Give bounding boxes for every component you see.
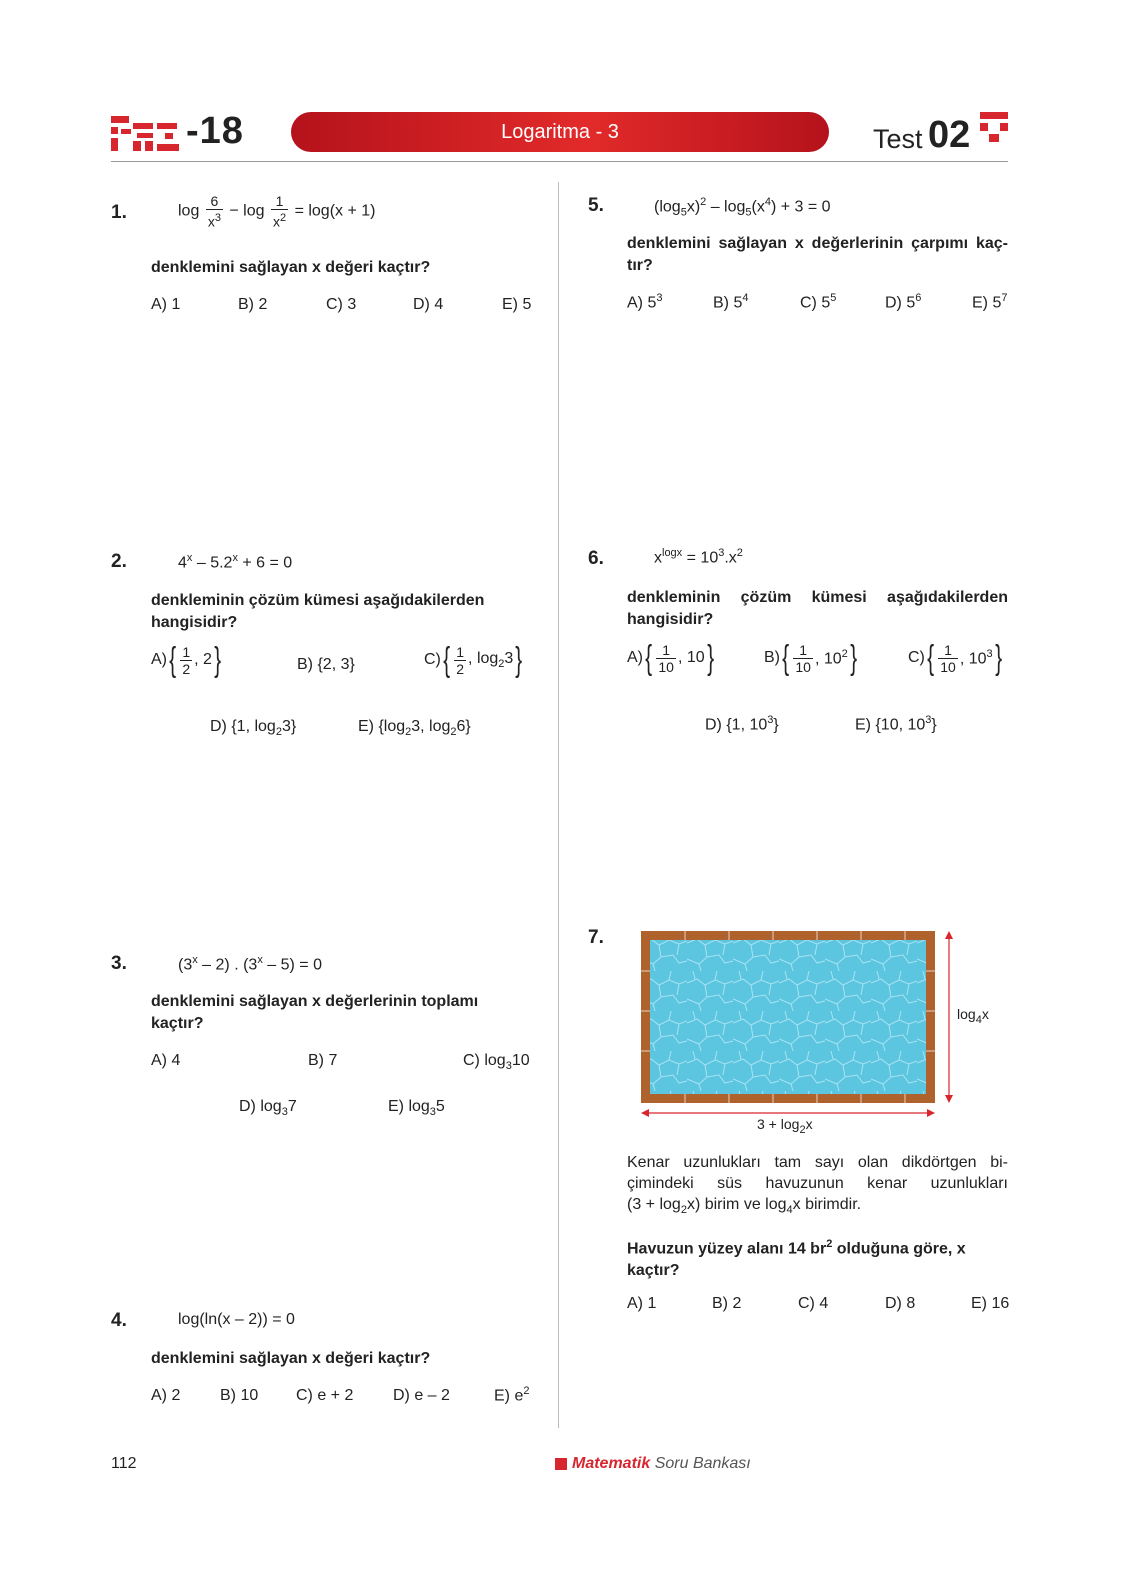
question-7-number: 7. — [588, 927, 604, 948]
faz-number: -18 — [186, 110, 244, 152]
question-5-number: 5. — [588, 195, 604, 216]
question-4-option-d[interactable]: D) e – 2 — [393, 1387, 450, 1404]
question-3-option-c[interactable]: C) $\log_310$ — [463, 1052, 530, 1073]
question-6-option-c[interactable]: C){ $\frac{1}{10}$ , $10^3$} — [908, 639, 1002, 677]
question-1-number: 1. — [111, 202, 127, 223]
question-4-option-b[interactable]: B) 10 — [220, 1387, 259, 1404]
question-6-option-d[interactable]: D) {1, $10^3$} — [705, 714, 779, 734]
question-1-option-c[interactable]: C) 3 — [326, 296, 357, 313]
question-7-option-c[interactable]: C) 4 — [798, 1295, 829, 1312]
height-arrow — [943, 931, 955, 1103]
question-3-option-b[interactable]: B) 7 — [308, 1052, 338, 1069]
question-4-stem: denklemini sağlayan x değeri kaçtır? — [151, 1350, 431, 1367]
question-3-option-d[interactable]: D) $\log_37$ — [239, 1098, 297, 1119]
question-1-equation: log $\frac{6}{x^3}$ − log $\frac{1}{x^2}$ = log(x + 1) — [178, 193, 376, 230]
question-5-option-d[interactable]: D) $5^6$ — [885, 292, 922, 312]
question-6-option-b[interactable]: B){ $\frac{1}{10}$ , $10^2$} — [764, 639, 857, 677]
question-3-number: 3. — [111, 953, 127, 974]
question-2-option-e[interactable]: E) {$\log_23$, $\log_26$} — [358, 718, 471, 739]
question-6-number: 6. — [588, 548, 604, 569]
question-2-option-b[interactable]: B) {2, 3} — [297, 656, 355, 673]
question-5-option-e[interactable]: E) $5^7$ — [972, 292, 1008, 312]
question-2-option-a[interactable]: A){ $\frac{1}{2}$ , 2} — [151, 641, 222, 679]
book-title: Matematik Soru Bankası — [572, 1455, 751, 1472]
question-3-stem: denklemini sağlayan x değerlerinin toplamı kaçtır? — [151, 993, 479, 1032]
question-7-option-d[interactable]: D) 8 — [885, 1295, 916, 1312]
question-1-option-a[interactable]: A) 1 — [151, 296, 181, 313]
question-2-option-c[interactable]: C){ $\frac{1}{2}$ , $\log_23$} — [424, 641, 523, 679]
page-number: 112 — [111, 1455, 137, 1472]
question-2-option-d[interactable]: D) {1, $\log_23$} — [210, 718, 297, 739]
question-5-equation: $(\log_5x)^2 - \log_5(x^4) + 3 = 0$ — [654, 196, 831, 219]
brand-mark-icon — [980, 112, 1008, 152]
question-3-equation: (3$^x$ – 2) . (3$^x$ – 5) = 0 — [178, 954, 322, 974]
pool-width-label: $3 + \log_2x$ — [757, 1116, 813, 1136]
question-5-stem: denklemini sağlayan x değerlerinin çarpımı kaç-tır? — [627, 235, 1008, 274]
question-3-option-e[interactable]: E) $\log_35$ — [388, 1098, 445, 1119]
question-4-option-e[interactable]: E) $e^2$ — [494, 1385, 530, 1405]
question-7-option-b[interactable]: B) 2 — [712, 1295, 742, 1312]
column-divider — [558, 182, 559, 1428]
question-1-option-e[interactable]: E) 5 — [502, 296, 532, 313]
question-5-option-c[interactable]: C) $5^5$ — [800, 292, 837, 312]
pool-height-label: $\log_4x$ — [957, 1006, 989, 1026]
question-4-option-a[interactable]: A) 2 — [151, 1387, 181, 1404]
header-rule — [111, 161, 1008, 162]
pool-diagram — [641, 931, 935, 1103]
question-2-equation: $4^x - 5.2^x + 6 = 0$ — [178, 552, 293, 572]
question-7-option-e[interactable]: E) 16 — [971, 1295, 1010, 1312]
question-7-text-line-3: $(3 + \log_2x)$ birim ve $\log_4x$ birimdir. — [627, 1196, 862, 1217]
question-6-stem: denkleminin çözüm kümesi aşağıdakilerden hangisidir? — [627, 589, 1008, 628]
question-4-number: 4. — [111, 1310, 127, 1331]
question-4-equation: log(ln(x – 2)) = 0 — [178, 1311, 295, 1328]
question-1-option-d[interactable]: D) 4 — [413, 296, 444, 313]
question-7-stem: Havuzun yüzey alanı 14 $br^2$ olduğuna göre, x kaçtır? — [627, 1238, 966, 1280]
question-1-stem: denklemini sağlayan x değeri kaçtır? — [151, 259, 431, 276]
test-label: Test — [873, 124, 923, 154]
question-6-option-e[interactable]: E) {10, $10^3$} — [855, 714, 937, 734]
footer-square-icon — [555, 1458, 567, 1470]
question-7-text-line-2: çimindeki süs havuzunun kenar uzunlukları — [627, 1175, 1008, 1192]
question-7-option-a[interactable]: A) 1 — [627, 1295, 657, 1312]
question-6-equation: $x^{logx} = 10^3.x^2$ — [654, 547, 743, 567]
test-number: 02 — [928, 114, 971, 156]
question-7-text-line-1: Kenar uzunlukları tam sayı olan dikdörtgen bi- — [627, 1154, 1008, 1171]
question-2-stem: denkleminin çözüm kümesi aşağıdakilerden hangisidir? — [151, 592, 485, 631]
question-6-option-a[interactable]: A){ $\frac{1}{10}$ , 10} — [627, 639, 714, 677]
question-3-option-a[interactable]: A) 4 — [151, 1052, 181, 1069]
question-1-option-b[interactable]: B) 2 — [238, 296, 268, 313]
topic-banner: Logaritma - 3 — [291, 112, 829, 152]
question-5-option-a[interactable]: A) $5^3$ — [627, 292, 663, 312]
question-2-number: 2. — [111, 551, 127, 572]
question-4-option-c[interactable]: C) e + 2 — [296, 1387, 354, 1404]
question-5-option-b[interactable]: B) $5^4$ — [713, 292, 749, 312]
